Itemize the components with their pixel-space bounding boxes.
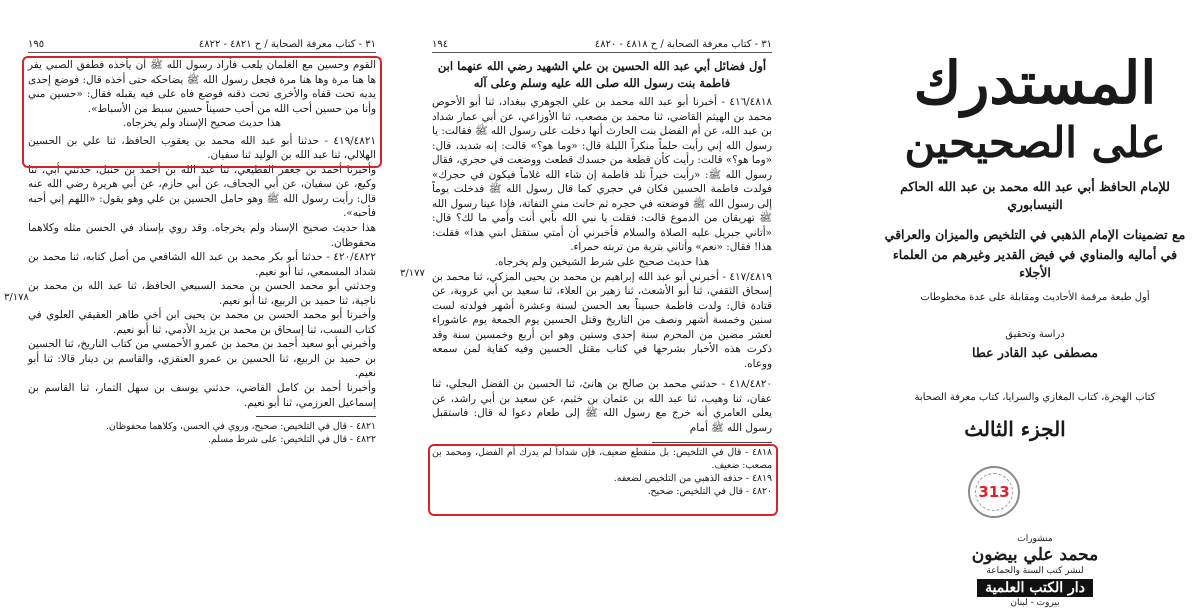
seal-stamp <box>968 466 1020 518</box>
footnote-rule <box>652 442 772 443</box>
highlight-box <box>22 56 382 168</box>
publisher-note: لنشر كتب السنة والجماعة <box>986 566 1084 576</box>
footnote: ٤٨٢٢ - قال في التلخيص: على شرط مسلم. <box>207 434 376 446</box>
hadith-text: ٤١٦/٤٨١٨ - أخبرنا أبو عبد الله محمد بن علي الجوهري ببغداد، ثنا أبو الأحوص محمد بن الهيثم القاضي، ثنا محمد بن مصعب، ثنا الأوزاعي، عن أبي عمار شداد بن عبد الله، عن أم الفضل بنت الحارث أنها دخلت على رسول الله ﷺ فقالت: يا رسول الله إني رأيت حلماً منكراً الليلة قال: «وما هو؟» قالت: إنه شديد، قال: «وما هو؟» قالت: رأيت كأن قطعة من جسدك قطعت ووضعت في حجري، فقال رسول الله ﷺ: «رأيت خيراً تلد فاطمة إن شاء الله غلاماً فيكون في حجرك» فولدت فاطمة الحسين فكان في حجري كما قال رسول الله ﷺ فدخلت يوماً إلى رسول الله ﷺ فوضعته في حجره ثم حانت مني التفاتة، فإذا عينا رسول الله ﷺ تهريقان من الدموع قالت: فقلت يا نبي الله بأبي أنت وأمي ما لك؟ قال: «أتاني جبريل عليه الصلاة والسلام فأخبرني أن أمتي ستقتل ابني هذا» فقلت: هذا! فقال: «نعم» وأتاني بتربة من تربته حمراء. <box>432 96 772 254</box>
hadith-text: ٤١٧/٤٨١٩ - أخبرني أبو عبد الله إبراهيم بن محمد بن يحيى المزكي، ثنا محمد بن إسحاق الثقفي، ثنا أبو الأشعث، ثنا زهير بن العلاء، ثنا سعيد بن أبي عروبة، عن قتادة قال: ولدت فاطمة حسيناً بعد الحسن لسنة وعشرة أشهر فولدته لست سنين وخمسة أشهر ونصف من التاريخ وقتل الحسين يوم الجمعة يوم عاشوراء لعشر مضين من المحرم سنة إحدى وستين وهو ابن أربع وخمسين سنة وقد ذكرت هذه الأخبار بشرحها في كتاب مقتل الحسين وفيه كفاية لمن سمعه ووعاه. <box>432 270 772 370</box>
publisher-city: بيروت - لبنان <box>1010 598 1060 608</box>
publisher-name: محمد علي بيضون <box>971 545 1099 565</box>
volume-contents: كتاب الهجرة، كتاب المغازي والسرايا، كتاب معرفة الصحابة <box>914 392 1156 403</box>
hadith-text: القوم وحسين مع الغلمان يلعب فأراد رسول الله ﷺ أن يأخذه فطفق الصبي يفر ها هنا مرة وها هنا مرة فجعل رسول الله ﷺ يضاحكه حتى أخذه قال: فوضع إحدى يديه تحت قفاه والأخرى تحت ذقنه فوضع فاه على فيه يقبله فقال: «حسين مني وأنا من حسين أحب الله من أحب حسيناً حسين سبط من الأسباط». <box>28 59 376 115</box>
hadith-text: وأخبرنا أحمد بن جعفر القطيعي، ثنا عبد الله بن أحمد بن حنبل، حدثني أبي، ثنا وكيع، عن سفيان، عن أبي الجحاف، عن أبي حازم، عن أبي هريرة رضي الله عنه قال: رأيت رسول الله ﷺ وهو حامل الحسين بن علي وهو يقول: «اللهم إني أحبه فأحبه». <box>28 163 376 220</box>
page-number: ١٩٤ <box>432 39 449 50</box>
hadith-text: وأخبرنا أبو محمد الحسن بن محمد بن يحيى ابن أخي طاهر العقيقي العلوي في كتاب النسب، ثنا إسحاق بن محمد بن يزيد الأدمي، ثنا أبو نعيم. <box>28 309 376 336</box>
footnote: ٤٨٢٠ - قال في التلخيص: صحيح. <box>647 485 772 497</box>
author-line: للإمام الحافظ أبي عبد الله محمد بن عبد الله الحاكم النيسابوري <box>900 179 1170 212</box>
editor-label: دراسة وتحقيق <box>1005 329 1065 340</box>
publisher-label: منشورات <box>1017 534 1053 544</box>
hadith-text: وأخبرني أبو سعيد أحمد بن محمد بن عمرو الأحمسي من كتاب التاريخ، ثنا الحسين بن حميد بن الربيع، ثنا الحسين بن عمرو العنقزي، والقاسم بن دينار قالا: ثنا أبو نعيم. <box>28 338 376 380</box>
volume-part: الجزء الثالث <box>964 417 1066 441</box>
hadith-text: ٤١٨/٤٨٢٠ - حدثني محمد بن صالح بن هانئ، ثنا الحسين بن الفضل البجلي، ثنا عفان، ثنا وهيب، ثنا عبد الله بن عثمان بن خثيم، عن سعيد بن أبي راشد، عن يعلى العامري أنه خرج مع رسول الله ﷺ إلى طعام دعوا له قال: فاستقبل رسول الله ﷺ أمام <box>432 378 772 435</box>
cover-line: مع تضمينات الإمام الذهبي في التلخيص والميزان والعراقي <box>884 227 1186 242</box>
footnote: ٤٨١٨ - قال في التلخيص: بل منقطع ضعيف، فإن شداداً لم يدرك أم الفضل، ومحمد بن مصعب: ضعيف. <box>432 446 772 471</box>
hadith-text: وأخبرنا أحمد بن كامل القاضي، حدثني يوسف بن سهل التمار، ثنا القاسم بن إسماعيل العرزمي، ثنا أبو نعيم. <box>28 382 376 409</box>
publisher-block <box>880 533 1190 609</box>
highlight-box <box>428 444 778 516</box>
margin-reference: ٣/١٧٧ <box>400 268 425 279</box>
margin-reference: ٣/١٧٨ <box>4 292 29 303</box>
chapter-title: أول فضائل أبي عبد الله الحسين بن علي الشهيد رضي الله عنهما ابن فاطمة بنت رسول الله صلى الله عليه وسلم وعلى آله <box>437 59 767 90</box>
hadith-text: وحدثني أبو محمد الحسن بن محمد السبيعي الحافظ، ثنا عبد الله بن محمد بن ناجية، ثنا حميد بن الربيع، ثنا أبو نعيم. <box>28 280 376 307</box>
book-subtitle: على الصحيحين <box>904 118 1166 167</box>
hadith-grade: هذا حديث صحيح على شرط الشيخين ولم يخرجاه. <box>494 256 710 269</box>
cover-line: في أماليه والمناوي في فيض القدير وغيرهم من العلماء الأجلاء <box>892 247 1178 280</box>
hadith-grade: هذا حديث صحيح الإسناد ولم يخرجاه. وقد روي بإسناد في الحسن مثله وكلاهما محفوظان. <box>28 222 376 249</box>
editor-name: مصطفى عبد القادر عطا <box>972 345 1098 360</box>
footnote: ٤٨١٩ - حذفه الذهبي من التلخيص لضعفه. <box>613 472 772 484</box>
stamp-number: 313 <box>978 483 1010 501</box>
publisher-house: دار الكتب العلمية <box>977 579 1093 597</box>
running-header <box>432 38 772 53</box>
hadith-text: ٤١٩/٤٨٢١ - حدثنا أبو عبد الله محمد بن يعقوب الحافظ، ثنا علي بن الحسين الهلالي، ثنا عبد الله بن الوليد ثنا سفيان. <box>28 134 376 162</box>
book-title: المستدرك <box>913 49 1157 117</box>
hadith-text: ٤٢٠/٤٨٢٢ - حدثنا أبو بكر محمد بن عبد الله الشافعي من أصل كتابه، ثنا محمد بن شداد المسمعي، ثنا أبو نعيم. <box>28 251 376 278</box>
edition-note: أول طبعة مرقمة الأحاديث ومقابلة على عدة مخطوطات <box>920 292 1150 303</box>
page-number: ١٩٥ <box>28 39 45 50</box>
book-cover <box>880 38 1190 608</box>
footnote-rule <box>256 416 376 417</box>
footnote: ٤٨٢١ - قال في التلخيص: صحيح، وروي في الحسن، وكلاهما محفوظان. <box>105 421 376 433</box>
running-header <box>28 38 376 53</box>
hadith-grade: هذا حديث صحيح الإسناد ولم يخرجاه. <box>123 117 281 130</box>
header-title: ٣١ - كتاب معرفة الصحابة / ح ٤٨١٨ - ٤٨٢٠ <box>594 39 772 50</box>
header-title: ٣١ - كتاب معرفة الصحابة / ح ٤٨٢١ - ٤٨٢٢ <box>198 39 376 50</box>
